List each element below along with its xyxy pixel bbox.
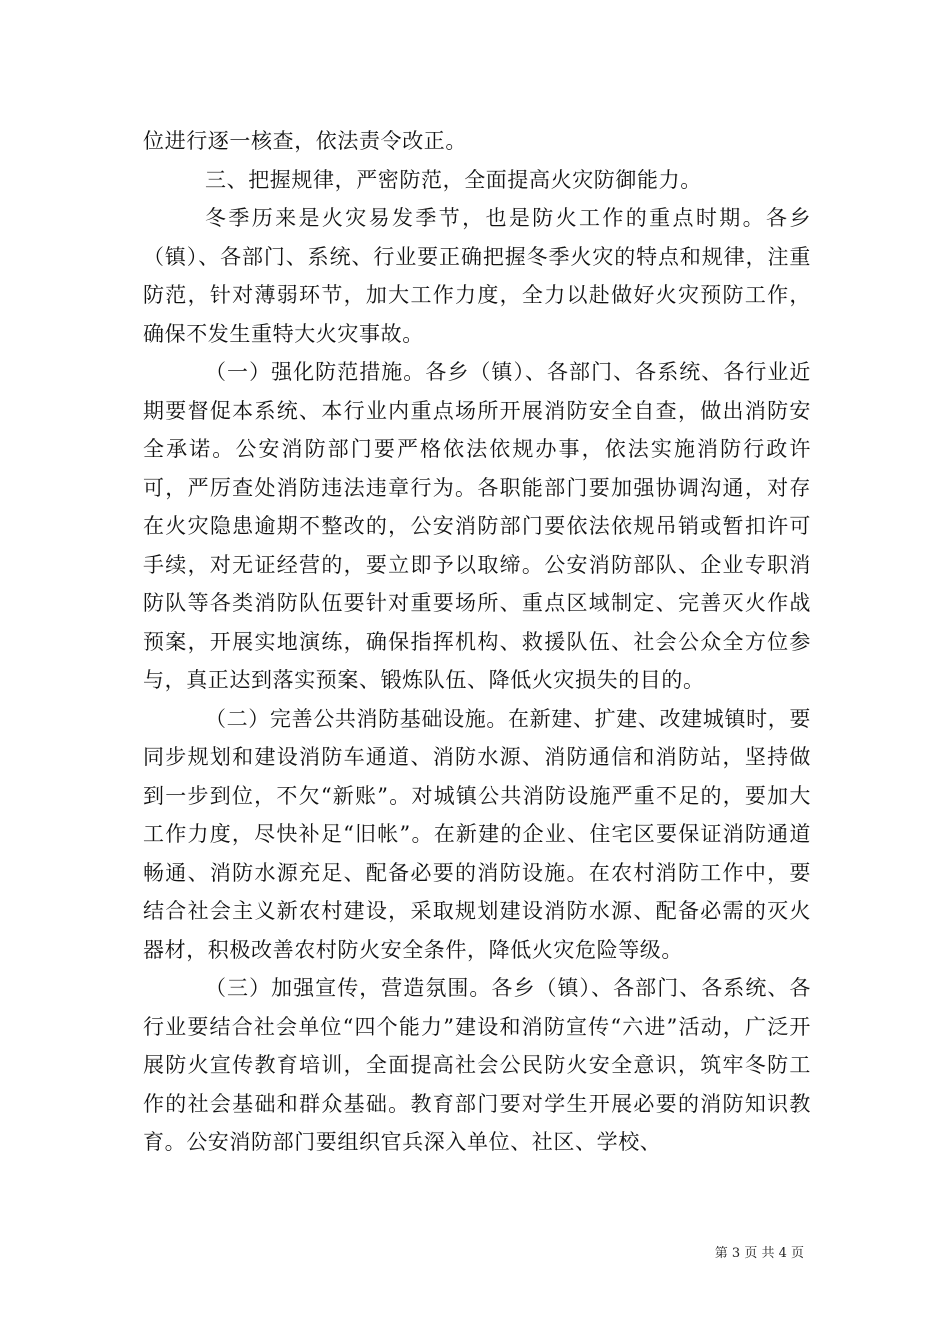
page-number: 第 3 页 共 4 页 (714, 1246, 804, 1261)
paragraph-winter-fire: 冬季历来是火灾易发季节，也是防火工作的重点时期。各乡（镇）、各部门、系统、行业要正确把握冬季火灾的特点和规律，注重防范，针对薄弱环节，加大工作力度，全力以赴做好火灾预防工作，确保不发生重特大火灾事故。 (143, 206, 811, 346)
paragraph-item-three: （三）加强宣传，营造氛围。各乡（镇）、各部门、各系统、各行业要结合社会单位“四个能力”建设和消防宣传“六进”活动，广泛开展防火宣传教育培训，全面提高社会公民防火安全意识，筑牢冬防工作的社会基础和群众基础。教育部门要对学生开展必要的消防知识教育。公安消防部门要组织官兵深入单位、社区、学校、 (143, 976, 811, 1154)
section-heading-three: 三、把握规律，严密防范，全面提高火灾防御能力。 (205, 167, 702, 192)
document-body (143, 122, 811, 1162)
paragraph-continuation: 位进行逐一核查，依法责令改正。 (143, 129, 467, 153)
paragraph-item-one: （一）强化防范措施。各乡（镇）、各部门、各系统、各行业近期要督促本系统、本行业内重点场所开展消防安全自查，做出消防安全承诺。公安消防部门要严格依法依规办事，依法实施消防行政许可，严厉查处消防违法违章行为。各职能部门要加强协调沟通，对存在火灾隐患逾期不整改的，公安消防部门要依法依规吊销或暂扣许可手续，对无证经营的，要立即予以取缔。公安消防部队、企业专职消防队等各类消防队伍要针对重要场所、重点区域制定、完善灭火作战预案，开展实地演练，确保指挥机构、救援队伍、社会公众全方位参与，真正达到落实预案、锻炼队伍、降低火灾损失的目的。 (143, 360, 811, 692)
paragraph-item-two: （二）完善公共消防基础设施。在新建、扩建、改建城镇时，要同步规划和建设消防车通道、消防水源、消防通信和消防站，坚持做到一步到位，不欠“新账”。对城镇公共消防设施严重不足的，要加大工作力度，尽快补足“旧帐”。在新建的企业、住宅区要保证消防通道畅通、消防水源充足、配备必要的消防设施。在农村消防工作中，要结合社会主义新农村建设，采取规划建设消防水源、配备必需的灭火器材，积极改善农村防火安全条件，降低火灾危险等级。 (143, 706, 811, 962)
